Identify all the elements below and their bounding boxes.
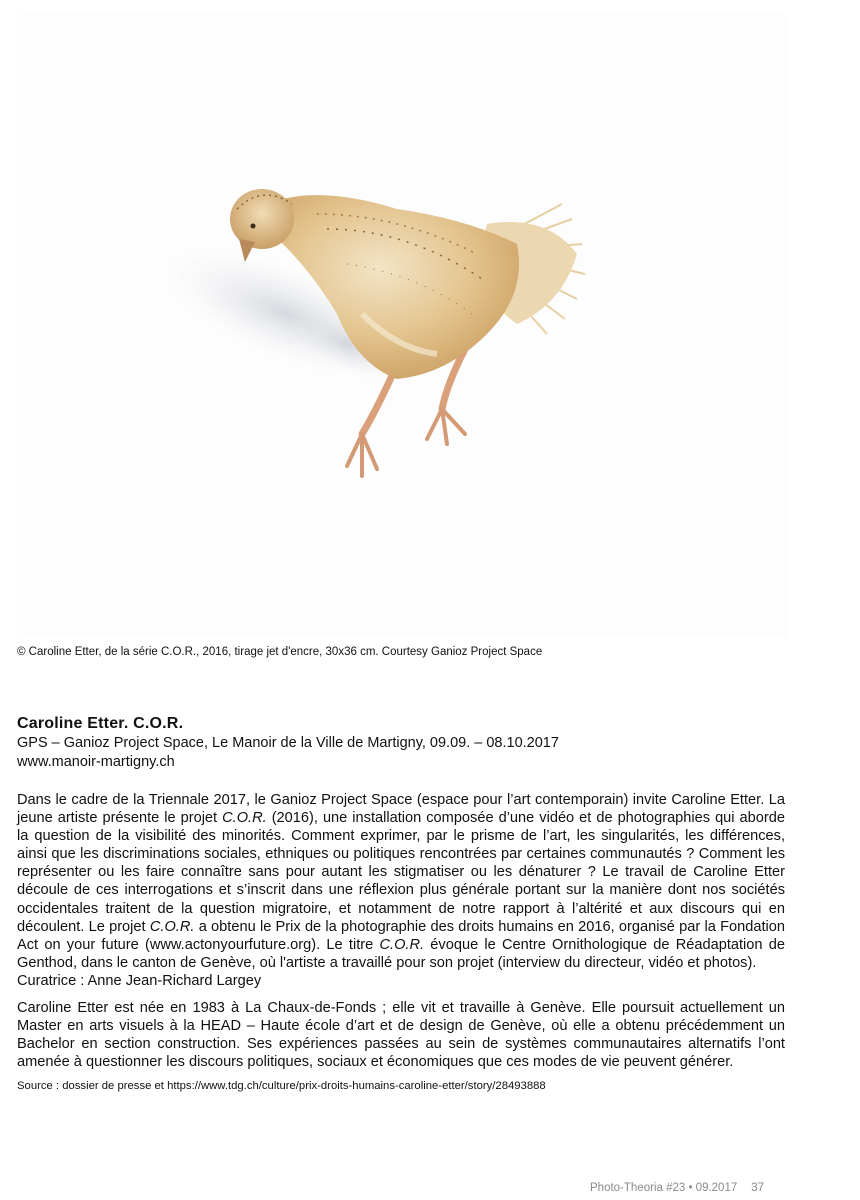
chick-photograph	[17, 14, 787, 638]
exhibition-venue: GPS – Ganioz Project Space, Le Manoir de la Ville de Martigny, 09.09. – 08.10.2017	[17, 735, 559, 751]
article	[17, 714, 785, 1106]
page-number: 37	[751, 1182, 765, 1194]
paragraph-2: Caroline Etter est née en 1983 à La Chaux-de-Fonds ; elle vit et travaille à Genève. Elle poursuit actuellement un Master en arts visuels à la HEAD – Haute école d’art et de design de Genève, où elle a obtenu précédemment un Bachelor en section construction. Ses expériences passées au sein de systèmes communautaires alternatifs l’ont amenée à questionner les discours politiques, sociaux et économiques que ces modes de vie peuvent générer.	[17, 1000, 785, 1071]
project-title-italic: C.O.R.	[379, 936, 425, 953]
curator-line: Curatrice : Anne Jean-Richard Largey	[17, 972, 262, 989]
article-title: Caroline Etter. C.O.R.	[17, 715, 184, 732]
paragraph-1-part-2: (2016), une installation composée d’une vidéo et de photographies qui aborde la question de la visibilité des minorités. Comment exprimer, par le prisme de l’art, les singularités, les différences, ainsi que les discriminations sociales, ethniques ou politiques rencontrées par certaines communautés ? Comment les représenter ou les faire connaître sans pour autant les stigmatiser ou les dénaturer ? Le travail de Caroline Etter découle de ces interrogations et s’inscrit dans une réflexion plus générale portant sur la manière dont nos sociétés occidentales traitent de la question migratoire, et notamment de notre rapport à l’altérité et aux discours qui en découlent. Le projet	[17, 810, 785, 935]
page-footer	[590, 1182, 764, 1194]
paragraph-1-part-1: Dans le cadre de la Triennale 2017, le Ganioz Project Space (espace pour l’art contemporain) invite Caroline Etter. La jeune artiste présente le projet	[17, 792, 785, 827]
project-title-italic: C.O.R.	[222, 810, 267, 827]
paragraph-1-part-4: évoque le Centre Ornithologique de Réadaptation de Genthod, dans le canton de Genève, où l'artiste a travaillé pour son projet (interview du directeur, vidéo et photos).	[17, 936, 785, 971]
paragraph-1	[17, 791, 785, 990]
chick-eye	[251, 224, 256, 229]
website-link[interactable]: www.manoir-martigny.ch	[17, 754, 175, 770]
paragraph-1-part-3: a obtenu le Prix de la photographie des droits humains en 2016, organisé par la Fondation Act on your future (www.actonyourfuture.org). Le titre	[17, 918, 785, 953]
project-title-italic: C.O.R.	[149, 918, 195, 935]
publication-info: Photo-Theoria #23 • 09.2017	[590, 1182, 738, 1194]
source-note: Source : dossier de presse et https://www.tdg.ch/culture/prix-droits-humains-caroline-etter/story/28493888	[17, 1080, 546, 1093]
chick-illustration	[17, 14, 787, 638]
photo-caption: © Caroline Etter, de la série C.O.R., 2016, tirage jet d'encre, 30x36 cm. Courtesy Ganioz Project Space	[17, 646, 543, 658]
